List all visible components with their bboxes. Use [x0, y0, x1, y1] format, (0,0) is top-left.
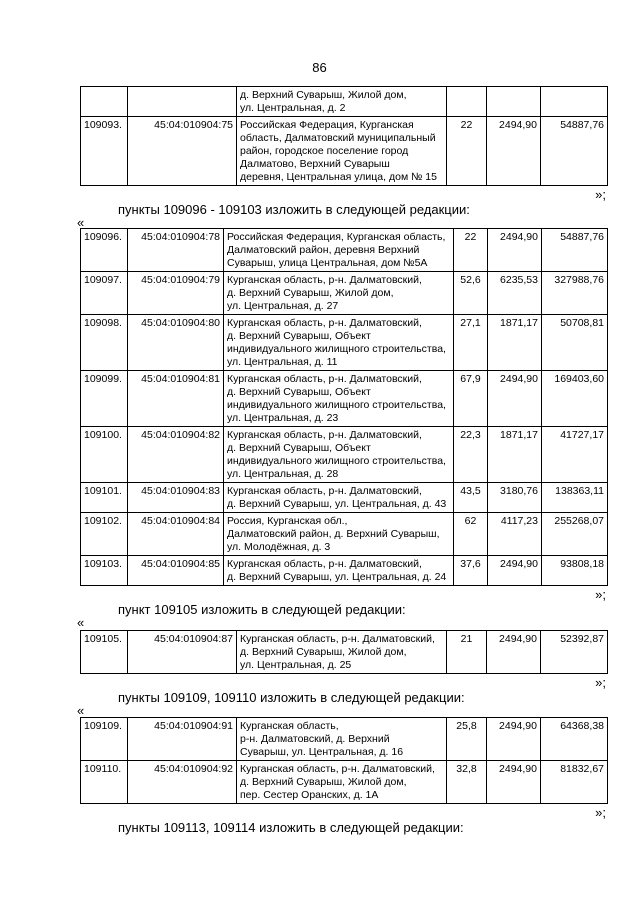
- address-cell: д. Верхний Суварыш, Жилой дом, ул. Центральная, д. 2: [237, 87, 447, 117]
- unit-price-cell: 2494,90: [487, 761, 541, 804]
- area-value-cell: 25,8: [447, 718, 487, 761]
- cadastral-number-cell: 45:04:010904:92: [128, 761, 237, 804]
- area-value-cell: 67,9: [454, 371, 488, 427]
- unit-price-cell: 2494,90: [487, 117, 541, 186]
- address-cell: Российская Федерация, Курганская область, Далматовский муниципальный район, городское поселение город Далматово, Верхний Суварыш деревня, Центральная улица, дом № 15: [237, 117, 447, 186]
- registry-table: [80, 228, 608, 586]
- cadastral-number-cell: 45:04:010904:82: [128, 427, 224, 483]
- amendment-instruction: пункты 109109, 109110 изложить в следующей редакции:: [118, 690, 465, 705]
- area-value-cell: 52,6: [454, 272, 488, 315]
- entry-number-cell: 109109.: [81, 718, 128, 761]
- closing-quote-mark: »;: [595, 805, 606, 820]
- entry-number-cell: [81, 87, 128, 117]
- closing-quote-mark: »;: [595, 675, 606, 690]
- cadastral-number-cell: 45:04:010904:83: [128, 483, 224, 513]
- unit-price-cell: 2494,90: [488, 371, 542, 427]
- cadastral-value-cell: 255268,07: [542, 513, 608, 556]
- entry-number-cell: 109103.: [81, 556, 128, 586]
- unit-price-cell: 4117,23: [488, 513, 542, 556]
- unit-price-cell: 1871,17: [488, 315, 542, 371]
- cadastral-value-cell: 169403,60: [542, 371, 608, 427]
- cadastral-value-cell: [541, 87, 608, 117]
- cadastral-value-cell: 93808,18: [542, 556, 608, 586]
- area-value-cell: 22,3: [454, 427, 488, 483]
- cadastral-number-cell: 45:04:010904:91: [128, 718, 237, 761]
- address-cell: Курганская область, р-н. Далматовский, д. Верхний Суварыш, Объект индивидуального жилищного строительства, ул. Центральная, д. 23: [224, 371, 454, 427]
- cadastral-number-cell: 45:04:010904:84: [128, 513, 224, 556]
- cadastral-value-cell: 54887,76: [542, 229, 608, 272]
- address-cell: Курганская область, р-н. Далматовский, д. Верхний Суварыш, Объект индивидуального жилищного строительства, ул. Центральная, д. 11: [224, 315, 454, 371]
- area-value-cell: 43,5: [454, 483, 488, 513]
- address-cell: Курганская область, р-н. Далматовский, д. Верхний Суварыш, Жилой дом, пер. Сестер Оранских, д. 1А: [237, 761, 447, 804]
- cadastral-number-cell: [128, 87, 237, 117]
- area-value-cell: 22: [447, 117, 487, 186]
- cadastral-value-cell: 54887,76: [541, 117, 608, 186]
- unit-price-cell: 1871,17: [488, 427, 542, 483]
- cadastral-value-cell: 81832,67: [541, 761, 608, 804]
- table-row: [81, 556, 608, 586]
- area-value-cell: 22: [454, 229, 488, 272]
- opening-quote-mark: «: [77, 703, 85, 718]
- address-cell: Курганская область, р-н. Далматовский, д. Верхний Суварыш, ул. Центральная, д. 43: [224, 483, 454, 513]
- unit-price-cell: 6235,53: [488, 272, 542, 315]
- table-row: [81, 483, 608, 513]
- table-row: [81, 427, 608, 483]
- address-cell: Курганская область, р-н. Далматовский, д. Верхний Суварыш, Жилой дом, ул. Центральная, д. 27: [224, 272, 454, 315]
- cadastral-value-cell: 50708,81: [542, 315, 608, 371]
- cadastral-value-cell: 41727,17: [542, 427, 608, 483]
- address-cell: Курганская область, р-н. Далматовский, д. Верхний Суварыш, ул. Центральная, д. 24: [224, 556, 454, 586]
- table-row: [81, 371, 608, 427]
- cadastral-number-cell: 45:04:010904:80: [128, 315, 224, 371]
- area-value-cell: 27,1: [454, 315, 488, 371]
- table-row: [81, 272, 608, 315]
- entry-number-cell: 109101.: [81, 483, 128, 513]
- registry-table-continuation: [80, 86, 608, 186]
- closing-quote-mark: »;: [595, 587, 606, 602]
- cadastral-number-cell: 45:04:010904:79: [128, 272, 224, 315]
- opening-quote-mark: «: [77, 215, 85, 230]
- cadastral-number-cell: 45:04:010904:81: [128, 371, 224, 427]
- address-cell: Курганская область, р-н. Далматовский, д. Верхний Суварыш, ул. Центральная, д. 16: [237, 718, 447, 761]
- amendment-instruction: пункты 109113, 109114 изложить в следующей редакции:: [118, 820, 464, 835]
- table-row: [81, 229, 608, 272]
- registry-table: [80, 717, 608, 804]
- entry-number-cell: 109100.: [81, 427, 128, 483]
- table-row: [81, 117, 608, 186]
- entry-number-cell: 109110.: [81, 761, 128, 804]
- address-cell: Курганская область, р-н. Далматовский, д. Верхний Суварыш, Жилой дом, ул. Центральная, д. 25: [237, 631, 447, 674]
- table-row: [81, 315, 608, 371]
- area-value-cell: [447, 87, 487, 117]
- entry-number-cell: 109097.: [81, 272, 128, 315]
- cadastral-number-cell: 45:04:010904:78: [128, 229, 224, 272]
- area-value-cell: 62: [454, 513, 488, 556]
- area-value-cell: 21: [447, 631, 487, 674]
- cadastral-number-cell: 45:04:010904:85: [128, 556, 224, 586]
- opening-quote-mark: «: [77, 615, 85, 630]
- table-row: [81, 513, 608, 556]
- page-number: 86: [312, 60, 327, 75]
- amendment-instruction: пункт 109105 изложить в следующей редакции:: [118, 602, 406, 617]
- amendment-instruction: пункты 109096 - 109103 изложить в следующей редакции:: [118, 202, 470, 217]
- unit-price-cell: 2494,90: [488, 556, 542, 586]
- unit-price-cell: 2494,90: [487, 631, 541, 674]
- unit-price-cell: 2494,90: [488, 229, 542, 272]
- entry-number-cell: 109105.: [81, 631, 128, 674]
- entry-number-cell: 109102.: [81, 513, 128, 556]
- registry-table: [80, 630, 608, 674]
- unit-price-cell: 3180,76: [488, 483, 542, 513]
- cadastral-value-cell: 138363,11: [542, 483, 608, 513]
- address-cell: Российская Федерация, Курганская область, Далматовский район, деревня Верхний Суварыш, улица Центральная, дом №5А: [224, 229, 454, 272]
- area-value-cell: 32,8: [447, 761, 487, 804]
- cadastral-number-cell: 45:04:010904:87: [128, 631, 237, 674]
- cadastral-number-cell: 45:04:010904:75: [128, 117, 237, 186]
- table-row: [81, 761, 608, 804]
- cadastral-value-cell: 52392,87: [541, 631, 608, 674]
- area-value-cell: 37,6: [454, 556, 488, 586]
- entry-number-cell: 109096.: [81, 229, 128, 272]
- entry-number-cell: 109098.: [81, 315, 128, 371]
- closing-quote-mark: »;: [595, 187, 606, 202]
- table-row: [81, 631, 608, 674]
- table-row: [81, 87, 608, 117]
- address-cell: Курганская область, р-н. Далматовский, д. Верхний Суварыш, Объект индивидуального жилищного строительства, ул. Центральная, д. 28: [224, 427, 454, 483]
- unit-price-cell: [487, 87, 541, 117]
- entry-number-cell: 109093.: [81, 117, 128, 186]
- table-row: [81, 718, 608, 761]
- entry-number-cell: 109099.: [81, 371, 128, 427]
- cadastral-value-cell: 64368,38: [541, 718, 608, 761]
- unit-price-cell: 2494,90: [487, 718, 541, 761]
- cadastral-value-cell: 327988,76: [542, 272, 608, 315]
- address-cell: Россия, Курганская обл., Далматовский район, д. Верхний Суварыш, ул. Молодёжная, д. 3: [224, 513, 454, 556]
